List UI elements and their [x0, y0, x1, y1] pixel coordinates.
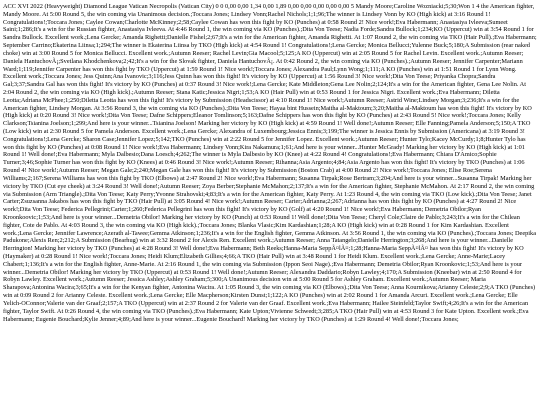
document-body-text: ACC XVI 2022 (Heavyweight) Diamond League Vatican Necropolis (Vatican City) 0 0 0,00 0,00 1,34 0,00 1,89 0,00 0,00 0,00 0,00 0,00 5 Mandy Moore;Caroline Wozniacki;5;30;Won 1 4 the American fighter, Mandy Moore. At 5:00 Round 5, the win coming via Unanimous decision.;Toccara Jones; Lindsey Vonn;Rachel Nichols;1;1;96;The winner is Lindsey Vonn by KO (High kick) at 3:16 Round 1! Congratulations!;Toccara Jones; Caylee Cowan;Charlotte McKinney;2;58;Caylee Cowan has won this fight by KO (Punches) at 0:58 Round 2! Nice work!;Eva Habermann; Anastasiya Ivleeva;Sumeet Saini;1;286;It's a win for the Russian fighter, Anastasiya Ivleeva. At 4:46 Round 1, the win coming via KO (Punches).;Dita Von Teese; Nadia Forde;Sandra Bullock;1;234;KO (Uppercut) win at 3:54 Round 1 for Sandra Bullock. Excellent work.;Lena Gercke; Amanda Righetti;Danielle Fishel;2;67;It's a win for the American fighter, Amanda Righetti. At 1:07 Round 2, the win coming via TKO (Hair Pull).;Eva Habermann; September Carrino;Ekaterina Liinsa;1;294;The winner is Ekaterina Liinsa by TKO (High kick) at 4:54 Round 1! Congratulations!;Lena Gercke; Monica Bellucci;Yulenne Buck;5;180;A Submission (rear naked choke) win at 3:00 Round 5 for Monica Bellucci. Excellent work.;Autumn Reeser; Rachel Levin;Gia Macool;5;125;A KO (Uppercut) win at 2:05 Round 5 for Rachel Levin. Excellent work.;Autumn Reeser; Daniela HantuchovÃ¡;Svetlana Khodchenkova;2;42;It's a win for the Slovak fighter, Daniela HantuchovÃ¡. At 0:42 Round 2, the win coming via KO (Punches).;Autumn Reeser; Jennifer Carpenter;Mariann Ward;1;119;Jennifer Carpenter has won this fight by TKO (Uppercut) at 1:59 Round 1! Nice work!;Toccara Jones; Alexandra Paul;Lynn Wong;1;111;A KO (Punches) win at 1:51 Round 1 for Lynn Wong. Excellent work.;Toccara Jones; Jess Quinn;Ana Ivanovic;3;116;Jess Quinn has won this fight! It's victory by KO (Uppercut) at 1:56 Round 3! Nice work!;Dita Von Teese; Priyanka Chopra;Sandra Gal;3;37;Sandra Gal has won this fight! It's victory by KO (Punches) at 0:37 Round 3! Nice work!;Lena Gercke; Kate Middleton;Gena Lee Nolin;2;124;It's a win for the American fighter, Gena Lee Nolin. At 2:04 Round 2, the win coming via KO (High kick).;Autumn Reeser; Stana Katic;Jessica Nigri;1;53;A KO (Hair Pull) win at 0:53 Round 1 for Jessica Nigri. Excellent work.;Eva Habermann; Diletta Leotta;Adriana McPhee;1;250;Diletta Leotta has won this fight! It's victory by Submission (Headscissor) at 4:10 Round 1! Nice work!;Autumn Reeser; Astrid Wine;Lindsey Morgan;3;236;It's a win for the American fighter, Lindsey Morgan. At 3:56 Round 3, the win coming via KO (Punches).;Dita Von Teese; Hayaa bint Hussein;Maitha al-Maktoum;3;20;Maitha al-Maktoum has won this fight! It's victory by KO (High kick) at 0:20 Round 3! Nice work!;Dita Von Teese; Dafne Schippers;Eleanor Tomlinson;5;163;Dafne Schippers has won this fight by KO (Punches) at 2:43 Round 5! Nice work!;Toccara Jones; Kelly Clarkson;Tsianina Joelson;1;299;And here is your winner...Tsianina Joelson! Marking her victory by KO (High kick) at 4:59 Round 1! Well done!;Autumn Reeser; Elle Fanning;Pamela Anderson;5;150;A TKO (Low kick) win at 2:30 Round 5 for Pamela Anderson. Excellent work.;Lena Gercke; Alexandra of Luxembourg;Jessica Ennis;3;199;The winner is Jessica Ennis by Submission (Americana) at 3:19 Round 3! Congratulations!;Lena Gercke; Sharon Case;Jennifer Lopez;5;142;TKO (Punches) win at 2:22 Round 5 for Jennifer Lopez. Excellent work.;Autumn Reeser; Hunter Tylo;Kacey McCurdy;1;8;Hunter Tylo has won this fight by KO (Punches) at 0:08 Round 1! Nice work!;Eva Habermann; Lindsey Vonn;Kira Nakamura;1;61;And here is your winner...Hunter McGrady! Marking her victory by KO (High kick) at 1:01 Round 1! Well done!;Eva Habermann; Myla Dalbesio;Dana Loesch;4;262;The winner is Myla Dalbesio by KO (Knee) at 4:22 Round 4! Congratulations!;Eva Habermann; Chiara D'Amico;Sophie Turner;3;46;Sophie Turner has won this fight by KO (Knees) at 0:46 Round 3! Nice work!;Autumn Reeser; Rihanna;Asia Argento;4;84;Asia Argento has won this fight! It's victory by TKO (Punches) at 1:06 Round 4! Nice work!;Autumn Reeser; Megan Gale;2;240;Megan Gale has won this fight! It's victory by Submission (Boston Crab) at 4:00 Round 2! Nice work!;Toccara Jones; Elise Roe;Serena Williams;2;167;Serena Williams has won this fight by TKO (Elbows) at 2:47 Round 2! Nice work!;Eva Habermann; Susanna Tirpak;Rose Bertram;3;204;And here is your winner...Susanna Tirpak! Marking her victory by TKO (Cut eye cheek) at 3:24 Round 3! Well done!;Autumn Reeser; Zoya Berber;Stephanie McMahon;2;137;It's a win for the American fighter, Stephanie McMahon. At 2:17 Round 2, the win coming via Submission (Arm Triangle).;Dita Von Teese; Katy Perry;Yvonne Strahovski;4;83;It's a win for the American fighter, Katy Perry. At 1:23 Round 4, the win coming via TKO (Low kick).;Dita Von Teese; Janet Carter;Zsuzsanna Jakabos has won this fight by TKO (Hair Pull) at 3:05 Round 4! Nice work!;Autumn Reeser; Carter;Adrianna;2;267;Adrianna has won this fight by KO (Punches) at 4:27 Round 2! Nice work!;Dita Von Teese; Federica Pellegrini;Carter;1;260;Federica Pellegrini has won this fight! It's victory by KO (Golf) at 4:20 Round 1! Nice work!;Eva Habermann; Demetria Obilor;Ryan Kroonkoovic;1;53;And here is your winner...Demetria Obilor! Marking her victory by KO (Punch) at 0:53 Round 1! Well done!;Dita Von Teese; Cheryl Cole;Claire de Pablo;3;243;It's a win for the Chilean fighter, Cote de Pablo. At 4:03 Round 3, the win coming via KO (High kick).;Toccara Jones; Blanka Vlasic;Kim Kardashian;1;28;A KO (High kick) win at 0:28 Round 1 for Kim Kardashian. Excellent work.;Lena Gercke; Jennifer Lawrence;Azerath al-Tawee;Gemma Atkinson;1;236;It's a win for the English fighter, Gemma Atkinson. At 3:56 Round 1, the win coming via KO (Punches).;Toccara Jones; Deepika Padukone;Alexis Ren;2;212;A Submission (Bearhug) win at 3:32 Round 2 for Alexis Ren. Excellent work.;Autumn Reeser; Anna Tatangelo;Danielle Herrington;3;268;And here is your winner...Danielle Herrington! Marking her victory by TKO (Punches) at 4:28 Round 3! Well done!;Eva Habermann; Beth Reeks;Hanna-Maria SeppÃ¤lÃ¤;1;28;Hanna-Maria SeppÃ¤lÃ¤ has won this fight! It's victory by KO (Haymaker) at 0:28 Round 1! Nice work!;Toccara Jones; Heidi Klum;Elizabeth Gillies;4;66;A TKO (Hair Pull) win at 3:48 Round 1 for Heidi Klum. Excellent work.;Lena Gercke; Anne-Marie;Lacey Chabert;1;136;It's a win for the English fighter, Anne-Marie. At 2:16 Round 1, the win coming via Submission (Ippon Seoi Nage).;Eva Habermann; Demetria Obilor;Ryan Kroonkovic;1;53;And here is your winner...Demetria Obilor! Marking her victory by TKO (Uppercut) at 0:53 Round 1! Well done!;Autumn Reeser; Alexandra Daddario;Robyn Lawley;4;170;A Submission (Kneebar) win at 2:50 Round 4 for Robyn Lawley. Excellent work.;Autumn Reeser; Jessica Ashley;Ashley Graham;5;300;A Unanimous decision win at 5:00 Round 5 for Ashley Graham. Excellent work.;Autumn Reeser; Maria Sharapova;Antonina Wacira;3;65;It's a win for the Kenyan fighter, Antonina Wacira. At 1:05 Round 3, the win coming via KO (Elbows).;Dita Von Teese; Anna Kournikova;Arianny Celeste;2;9;A TKO (Punches) win at 0:09 Round 2 for Arianny Celeste. Excellent work.;Lena Gercke; Elle Macpherson;Kirsten Dunst;1;122;A KO (Punches) win at 2:02 Round 1 for Amanda Arcuri. Excellent work.;Lena Gercke; Elle Yelich-OConnor;Valerie van der Graaf;2;157;A TKO (Uppercut) win at 2:37 Round 2 for Valerie van der Graaf. Excellent work.;Eva Habermann; Hailee Steinfeld;Taylor Swift;4;26;It's a win for the American fighter, Taylor Swift. At 0:26 Round 4, the win coming via TKO (Punches).;Eva Habermann; Kate Upton;Vivienne Schwedt;3;285;A TKO (Hair Pull) win at 4:53 Round 3 for Kate Upton. Excellent work.;Eva Habermann; Eugenie Bouchard;Kylie Jenner;4;89;And here is your winner...Eugenie Bouchard! Marking her victory by TKO (Punches) at 1:29 Round 4! Well done!;Toccara Jones;: [3, 3, 537, 323]
